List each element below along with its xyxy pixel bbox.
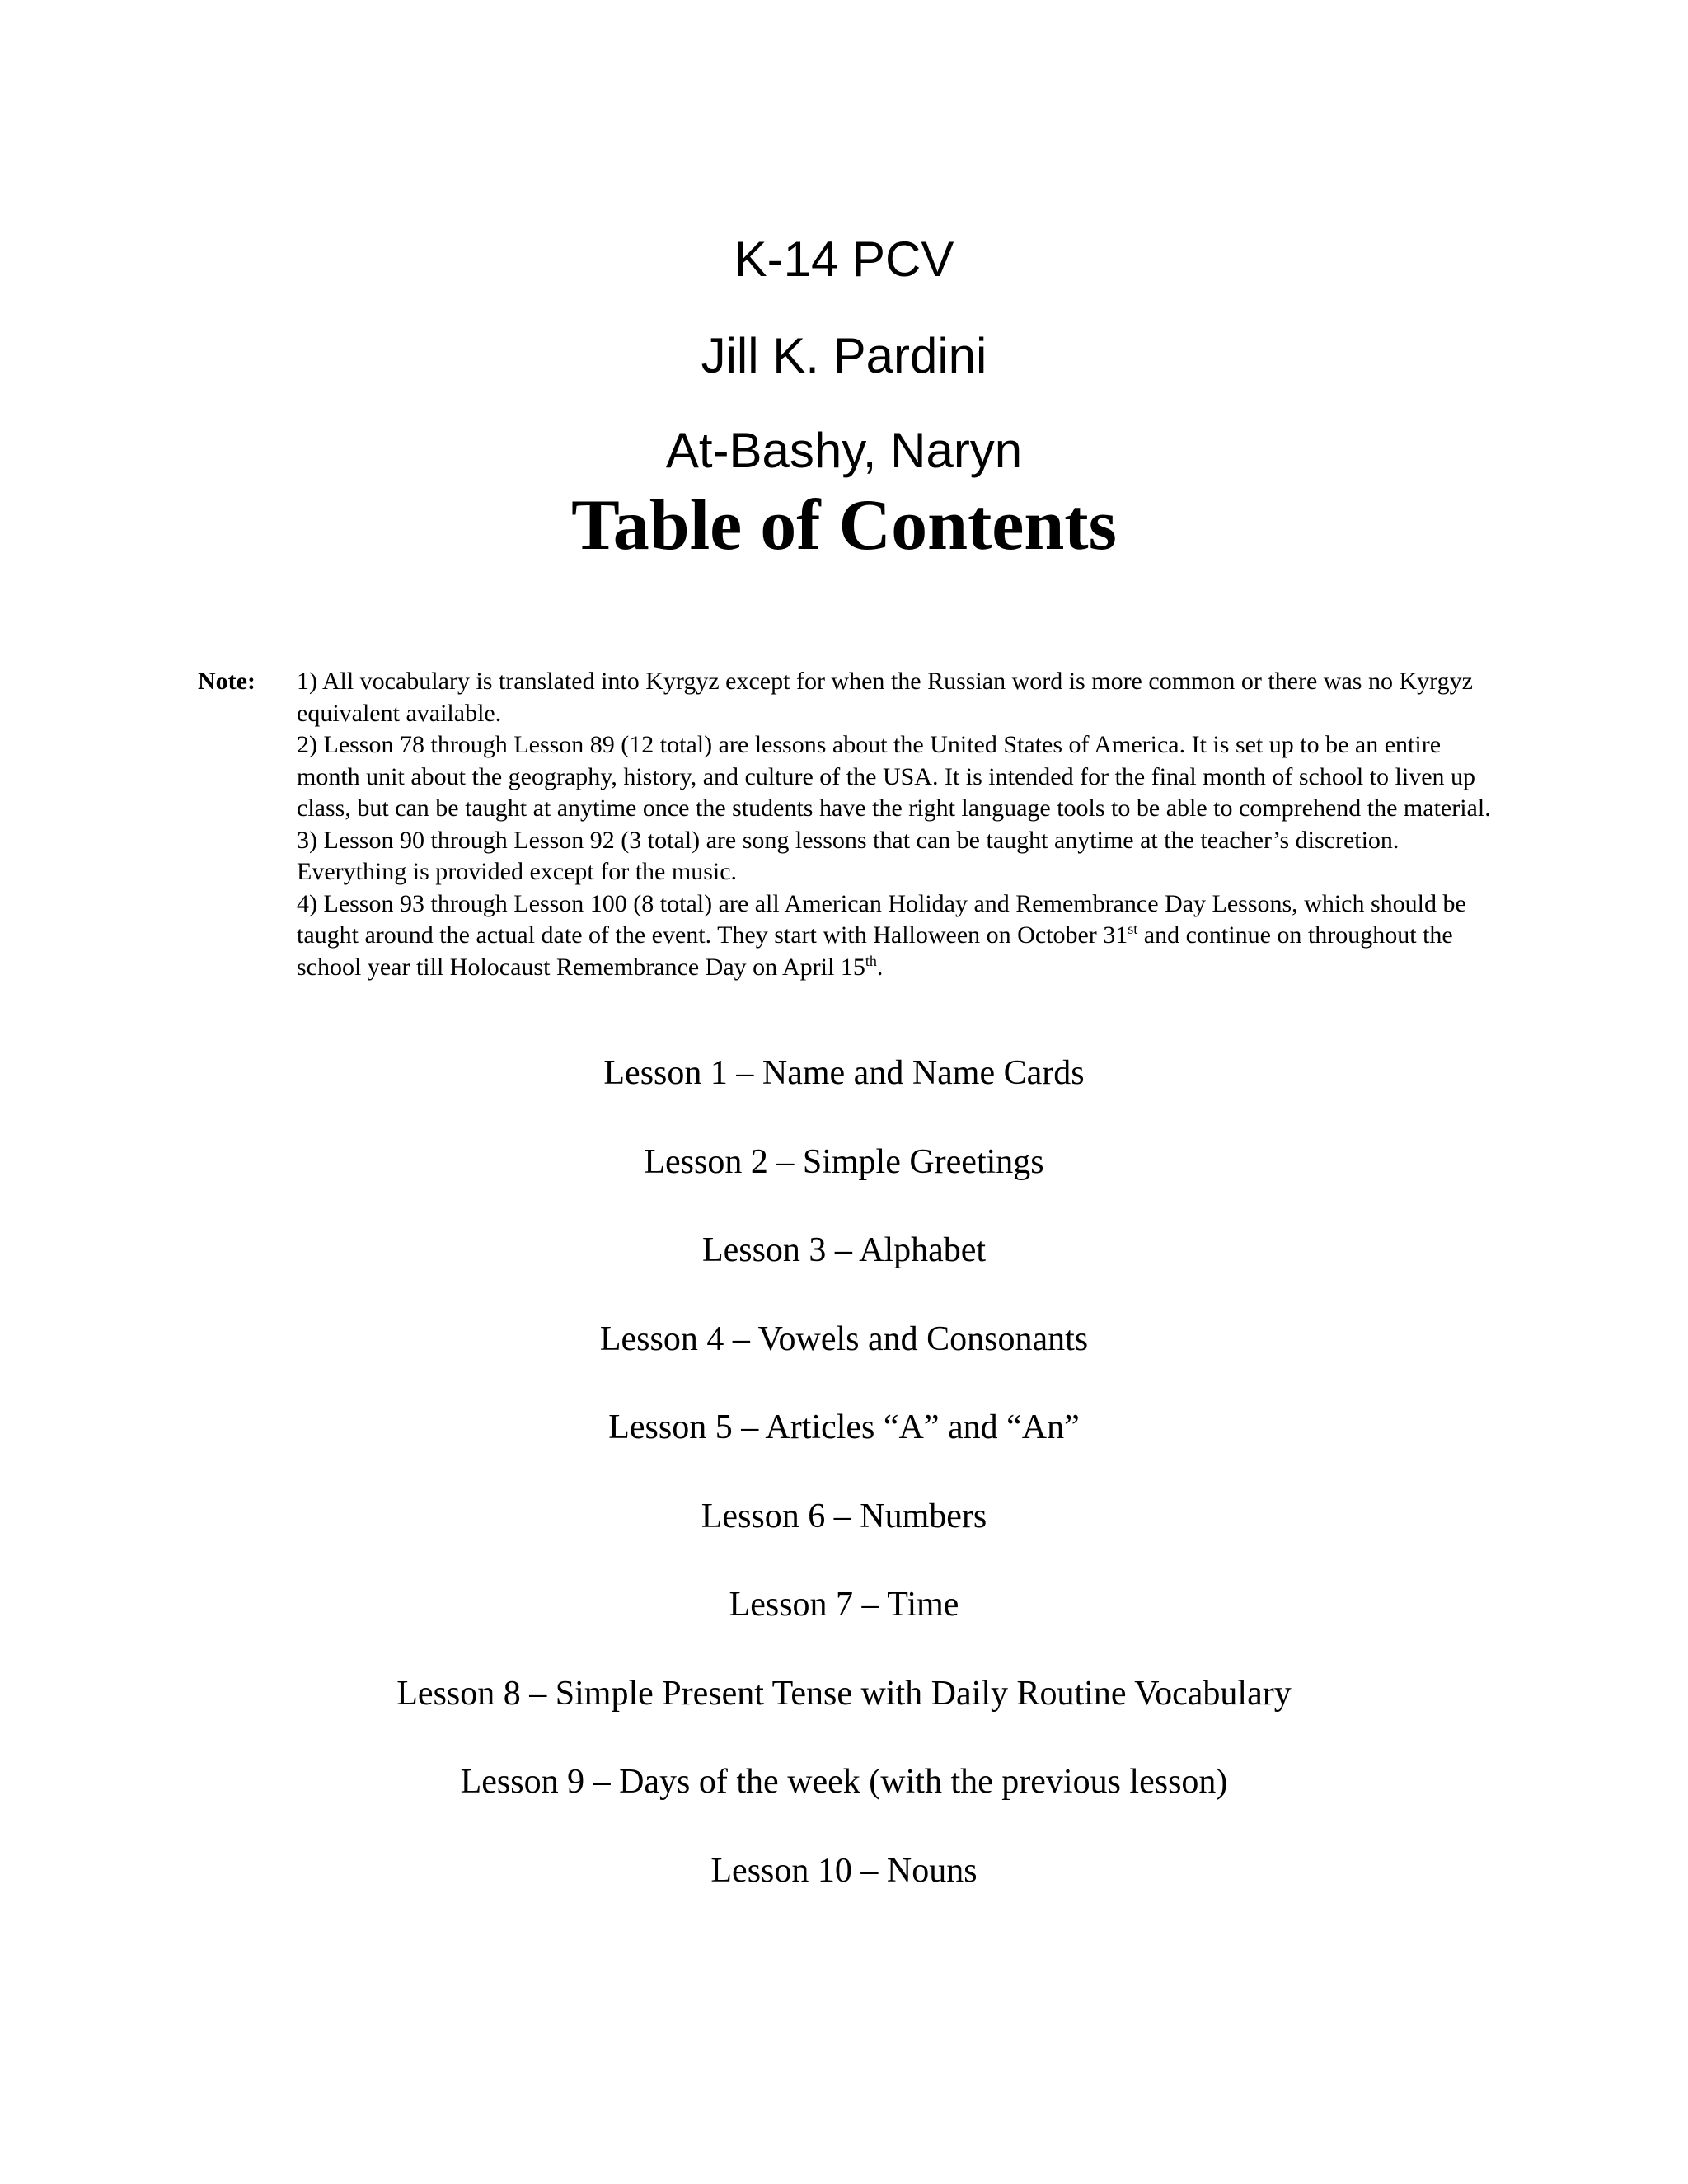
note-item-4-text-a: 4) Lesson 93 through Lesson 100 (8 total) are all American Holiday and Remembrance Day Lessons, which should be taught around the actual date of the event. They start with Halloween on October 31 <box>297 889 1466 949</box>
note-item-4 <box>297 888 1500 984</box>
header-author-name: Jill K. Pardini <box>701 328 987 383</box>
lesson-entry-10: Lesson 10 – Nouns <box>710 1851 978 1890</box>
lesson-entry-5: Lesson 5 – Articles “A” and “An” <box>608 1408 1080 1446</box>
lesson-entry-9: Lesson 9 – Days of the week (with the previous lesson) <box>460 1763 1228 1801</box>
note-item-4-text-c: . <box>876 953 884 981</box>
lesson-entry-6: Lesson 6 – Numbers <box>701 1497 987 1535</box>
lesson-list <box>0 1042 1688 1928</box>
note-item-4-text-b: and continue on throughout the school year till Holocaust Remembrance Day on April 15 <box>297 921 1453 981</box>
note-item-4-superscript-th: th <box>865 952 877 969</box>
note-item-1: 1) All vocabulary is translated into Kyrgyz except for when the Russian word is more common or there was no Kyrgyz equivalent available. <box>297 668 1473 727</box>
note-body <box>297 666 1500 983</box>
header-location: At-Bashy, Naryn <box>665 423 1023 478</box>
note-item-4-superscript-st: st <box>1128 921 1138 937</box>
lesson-entry-7: Lesson 7 – Time <box>729 1586 959 1624</box>
header-pcv-line: K-14 PCV <box>734 232 954 287</box>
lesson-entry-2: Lesson 2 – Simple Greetings <box>644 1142 1044 1181</box>
page-title: Table of Contents <box>571 485 1117 565</box>
note-label: Note: <box>198 668 256 695</box>
lesson-entry-1: Lesson 1 – Name and Name Cards <box>603 1054 1085 1092</box>
lesson-entry-3: Lesson 3 – Alphabet <box>701 1231 987 1269</box>
lesson-entry-4: Lesson 4 – Vowels and Consonants <box>599 1319 1089 1358</box>
note-item-2: 2) Lesson 78 through Lesson 89 (12 total) are lessons about the United States of America. It is set up to be an entire month unit about the geography, history, and culture of the USA. It is intended for the final month of school to liven up class, but can be taught at anytime once the students have the right language tools to be able to comprehend the material. <box>297 731 1491 822</box>
note-item-3: 3) Lesson 90 through Lesson 92 (3 total) are song lessons that can be taught anytime at the teacher’s discretion. Everything is provided except for the music. <box>297 826 1400 885</box>
lesson-entry-8: Lesson 8 – Simple Present Tense with Daily Routine Vocabulary <box>396 1674 1292 1713</box>
